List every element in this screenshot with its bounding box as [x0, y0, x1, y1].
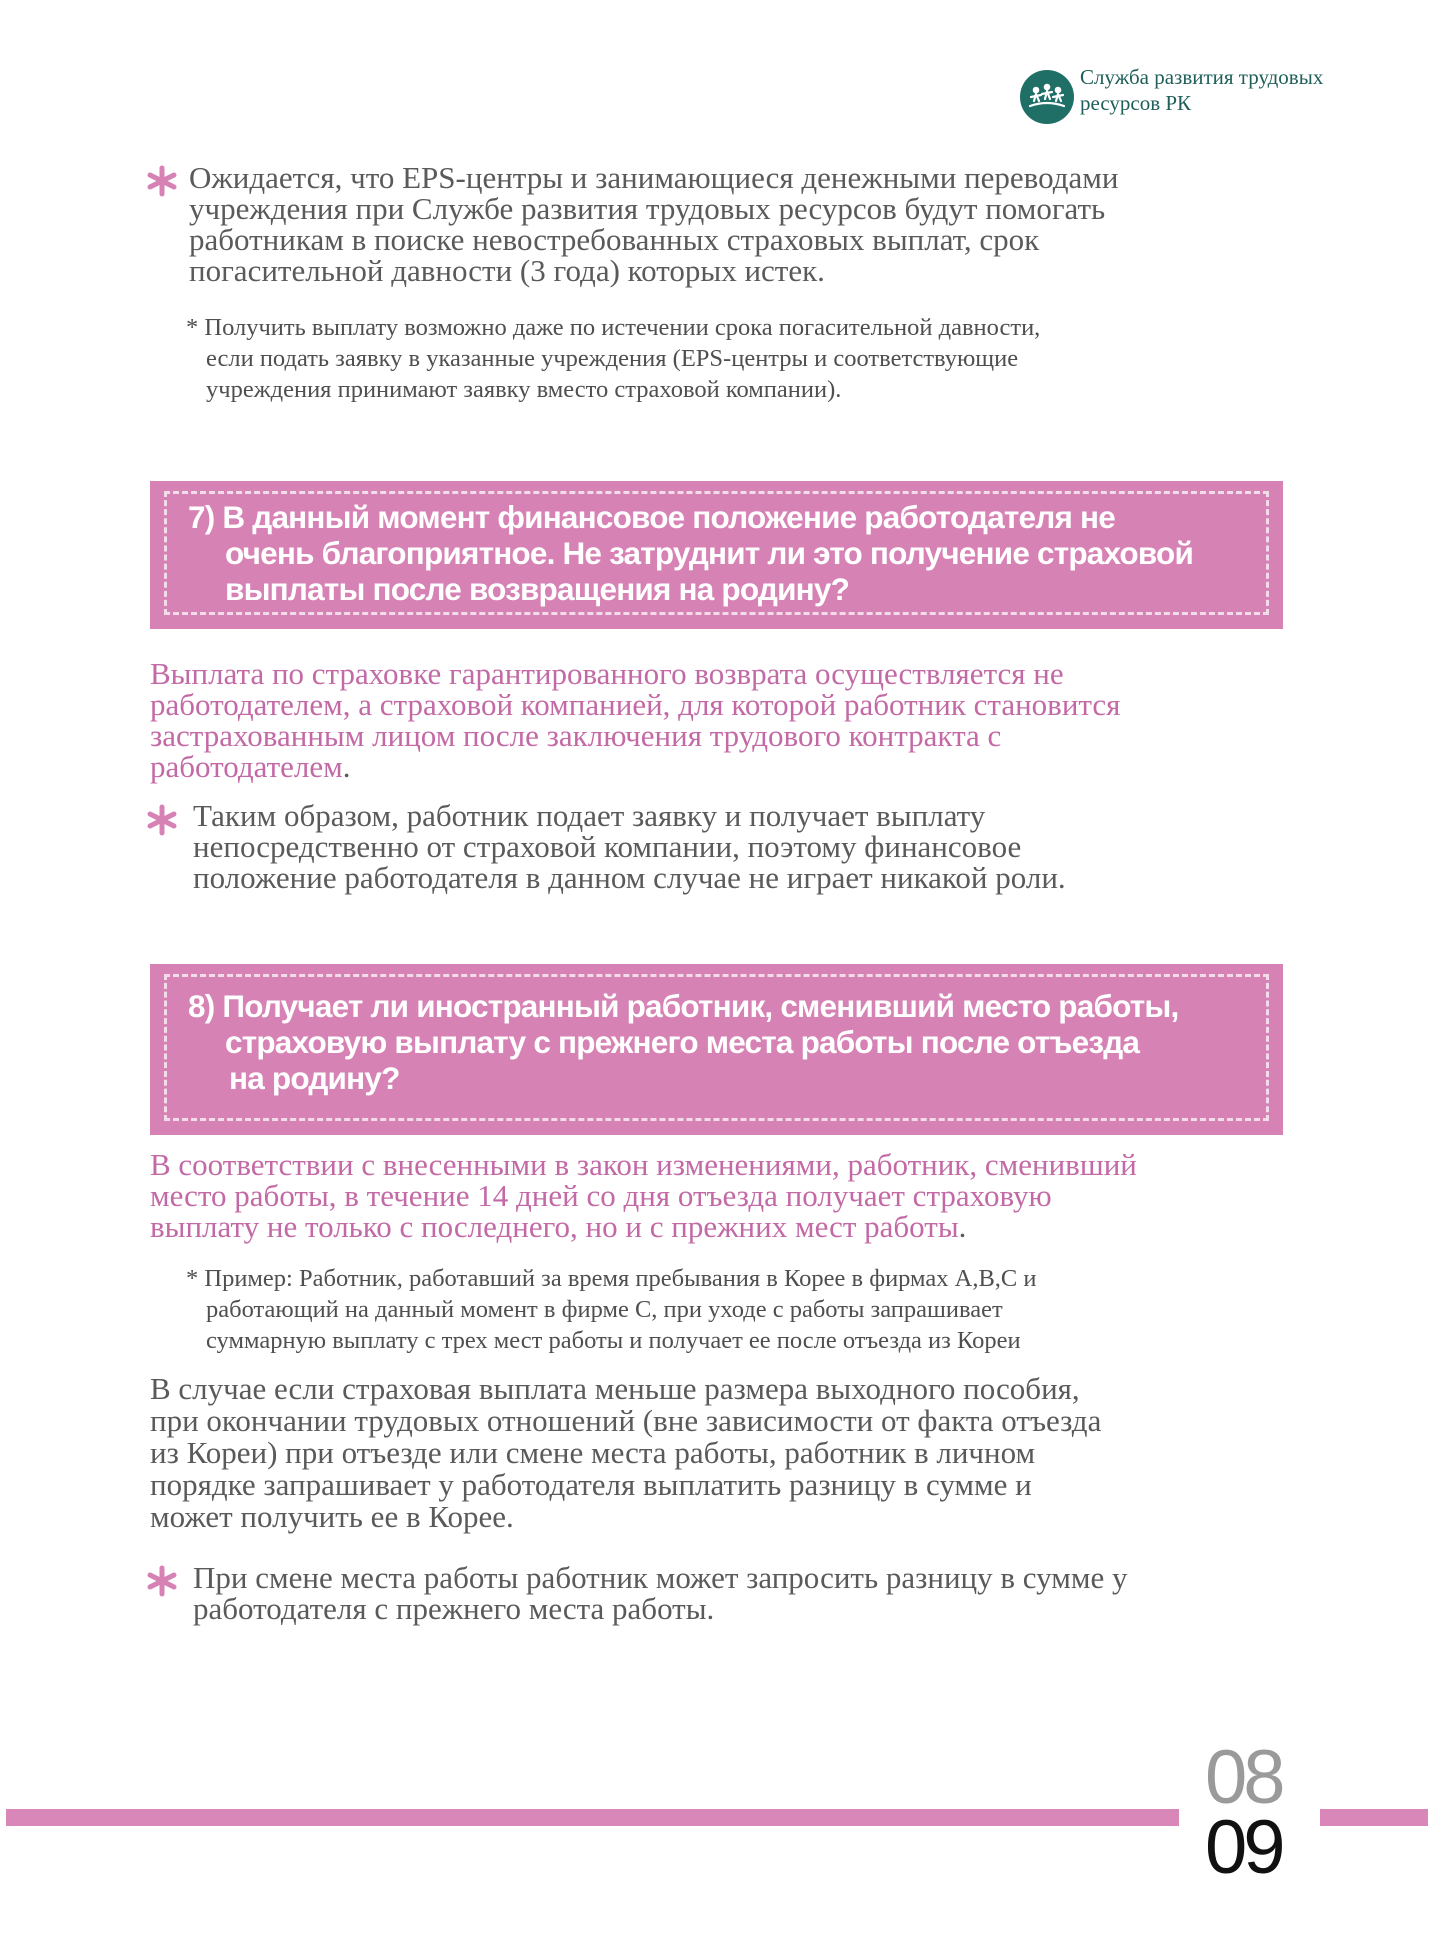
question-7-answer: Выплата по страховке гарантированного возврата осуществляется не работодателем, а страховой компанией, для которой работник становится застрахованным лицом после заключения трудового контракта с работодателем.	[150, 656, 1121, 784]
header-logo	[1020, 62, 1360, 122]
question-7-box	[150, 481, 1283, 629]
eps-note: * Получить выплату возможно даже по истечении срока погасительной давности, если подать заявку в указанные учреждения (EPS-центры и соответствующие учреждения принимают заявку вместо страховой компании).	[186, 314, 1041, 403]
footer-bar-left	[6, 1809, 1179, 1826]
asterisk-bullet-icon	[146, 165, 178, 197]
asterisk-bullet-icon	[146, 804, 178, 836]
page-number-right: 09	[1205, 1805, 1282, 1890]
severance-paragraph: В случае если страховая выплата меньше размера выходного пособия, при окончании трудовых отношений (вне зависимости от факта отъезда из Кореи) при отъезде или смене места работы, работник в личном порядке запрашивает у работодателя выплатить разницу в сумме и может получить ее в Корее.	[150, 1371, 1102, 1534]
org-name: Служба развития трудовых ресурсов РК	[1080, 65, 1324, 115]
footer-bar-right	[1320, 1809, 1428, 1826]
question-8-title: 8) Получает ли иностранный работник, сменивший место работы, страховую выплату с прежнего места работы после отъезда на родину?	[188, 988, 1179, 1096]
question-8-bullet: При смене места работы работник может запросить разницу в сумме у работодателя с прежнего места работы.	[193, 1560, 1128, 1626]
eps-centers-paragraph: Ожидается, что EPS-центры и занимающиеся денежными переводами учреждения при Службе развития трудовых ресурсов будут помогать работникам в поиске невостребованных страховых выплат, срок погасительной давности (3 года) которых истек.	[189, 160, 1119, 288]
question-7-title: 7) В данный момент финансовое положение работодателя не очень благоприятное. Не затруднит ли это получение страховой выплаты после возвращения на родину?	[188, 499, 1194, 607]
logo-icon	[1020, 70, 1074, 124]
example-note: * Пример: Работник, работавший за время пребывания в Корее в фирмах А,В,С и работающий на данный момент в фирме С, при уходе с работы запрашивает суммарную выплату с трех мест работы и получает ее после отъезда из Кореи	[186, 1265, 1037, 1354]
question-7-bullet: Таким образом, работник подает заявку и получает выплату непосредственно от страховой компании, поэтому финансовое положение работодателя в данном случае не играет никакой роли.	[193, 798, 1066, 895]
page-number-left: 08	[1205, 1735, 1282, 1820]
question-8-box	[150, 964, 1283, 1135]
question-8-answer: В соответствии с внесенными в закон изменениями, работник, сменивший место работы, в течение 14 дней со дня отъезда получает страховую выплату не только с последнего, но и с прежних мест работы.	[150, 1147, 1137, 1244]
asterisk-bullet-icon	[146, 1565, 178, 1597]
